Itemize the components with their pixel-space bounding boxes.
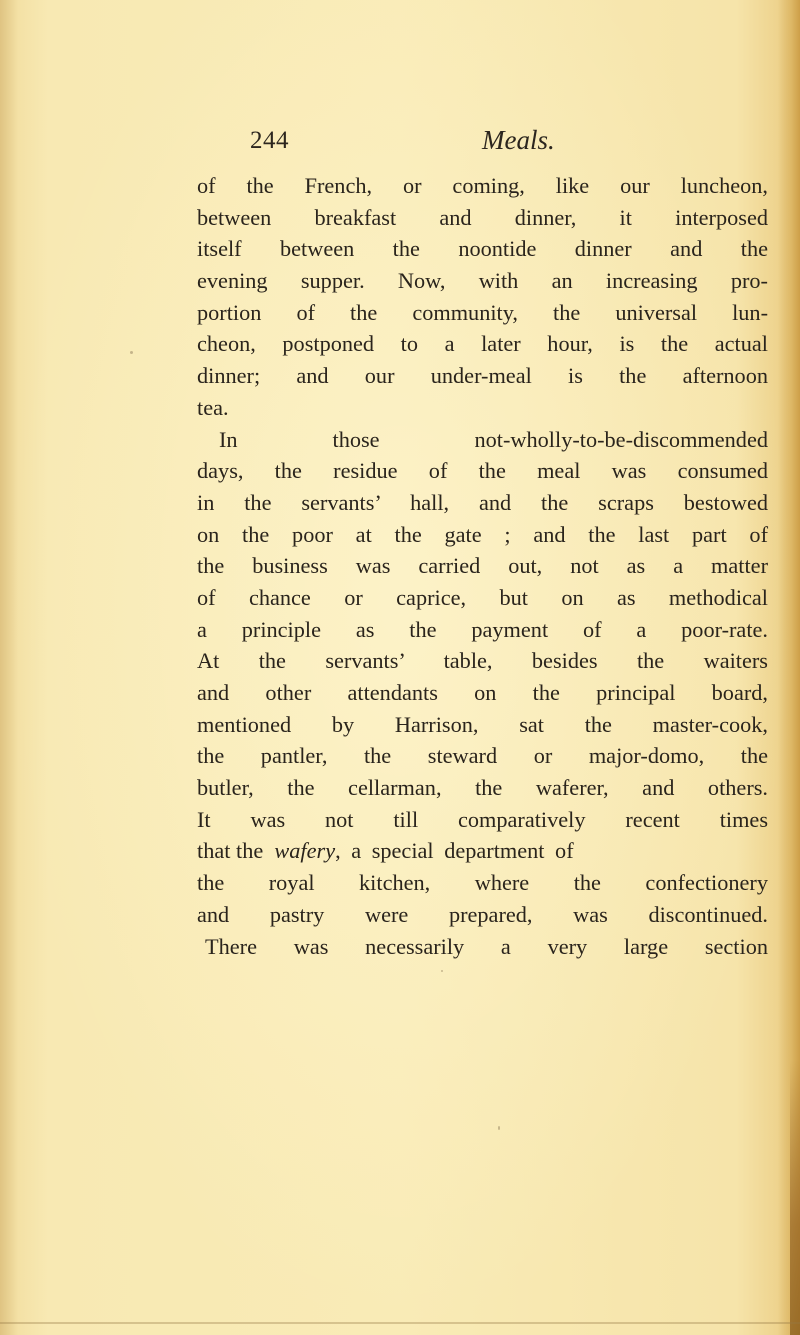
text-line: the business was carried out, not as a matter xyxy=(197,553,768,579)
paper-fleck xyxy=(441,970,443,972)
text-line: in the servants’ hall, and the scraps bestowed xyxy=(197,489,768,515)
text-line: the pantler, the steward or major-domo, the xyxy=(197,743,768,769)
text-line: itself between the noontide dinner and the xyxy=(197,236,768,262)
text-line: dinner; and our under-meal is the afternoon xyxy=(197,363,768,389)
page-edge-stain xyxy=(790,1060,800,1335)
text-line: portion of the community, the universal lun- xyxy=(197,299,768,325)
italic-term: wafery xyxy=(274,838,336,864)
paper-fleck xyxy=(130,351,133,354)
text-line: on the poor at the gate ; and the last part of xyxy=(197,521,768,547)
text-line: At the servants’ table, besides the waiters xyxy=(197,648,768,674)
text-line: and other attendants on the principal board, xyxy=(197,680,768,705)
text-line: days, the residue of the meal was consumed xyxy=(197,458,768,484)
text-line: mentioned by Harrison, sat the master-cook, xyxy=(197,711,768,737)
text-line: and pastry were prepared, was discontinued. xyxy=(197,901,768,927)
text-segment: , a special department of xyxy=(335,838,574,864)
text-segment: that the xyxy=(197,838,264,864)
body-text xyxy=(197,170,768,962)
paragraph-start-line: In those not-wholly-to-be-discommended xyxy=(219,426,768,452)
page-number: 244 xyxy=(250,127,289,154)
text-line: the royal kitchen, where the confectionery xyxy=(197,870,768,896)
gutter-shadow xyxy=(0,0,18,1335)
page-bottom-edge xyxy=(0,1322,800,1324)
text-line: cheon, postponed to a later hour, is the actual xyxy=(197,331,768,357)
text-line: a principle as the payment of a poor-rate. xyxy=(197,616,768,642)
text-line: There was necessarily a very large section xyxy=(205,933,768,959)
text-line: of chance or caprice, but on as methodical xyxy=(197,584,768,610)
text-line: It was not till comparatively recent times xyxy=(197,806,768,832)
text-line: of the French, or coming, like our luncheon, xyxy=(197,173,768,198)
text-line: tea. xyxy=(197,394,229,420)
text-line: evening supper. Now, with an increasing pro- xyxy=(197,268,768,294)
running-title: Meals. xyxy=(482,125,555,155)
text-line: butler, the cellarman, the waferer, and others. xyxy=(197,775,768,801)
text-line xyxy=(197,835,768,867)
paper-fleck xyxy=(498,1126,500,1130)
page-header xyxy=(0,127,800,167)
text-line: between breakfast and dinner, it interposed xyxy=(197,204,768,230)
